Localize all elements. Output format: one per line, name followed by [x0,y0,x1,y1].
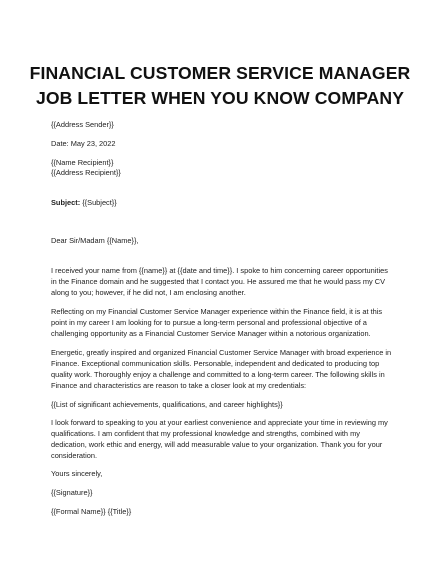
paragraph-5-line: I look forward to speaking to you at your earliest convenience and appreciate your time in reviewing my [51,418,388,427]
paragraph-1-line: I received your name from {{name}} at {{date and time}}. I spoke to him concerning career opportunities [51,266,388,275]
salutation: Dear Sir/Madam {{Name}}, [51,236,139,245]
name-recipient: {{Name Recipient}} [51,158,114,167]
signature-placeholder: {{Signature}} [51,488,93,497]
paragraph-1-line: in the Finance domain and he suggested that I contact you. He assured me that he would pass my CV [51,277,386,286]
paragraph-5-line: consideration. [51,451,98,460]
paragraph-3-line: Finance. Exceptional communication skills. Personable, independent and dedicated to producing top [51,359,380,368]
paragraph-3-line: quality work. Thoroughly enjoy a challenge and committed to a long-term career. The following skills in [51,370,385,379]
paragraph-2-line: Reflecting on my Financial Customer Service Manager experience within the Finance field, it is at this [51,307,383,316]
paragraph-5-line: qualifications. I am confident that my professional knowledge and strengths, combined with my [51,429,360,438]
subject-value: {{Subject}} [80,198,117,207]
sign-off: Yours sincerely, [51,469,103,478]
subject-label: Subject: [51,198,81,207]
paragraph-5-line: dedication, work ethic and energy, will add measurable value to your organization. Thank you for your [51,440,383,449]
paragraph-2-line: challenging opportunity as a Financial Customer Service Manager within a notorious organization. [51,329,371,338]
document-title-line-1: FINANCIAL CUSTOMER SERVICE MANAGER [29,63,411,83]
formal-name-title: {{Formal Name}} {{Title}} [51,507,132,516]
address-sender: {{Address Sender}} [51,120,114,129]
document-title-line-2: JOB LETTER WHEN YOU KNOW COMPANY [35,88,405,108]
paragraph-4-line: {{List of significant achievements, qualifications, and career highlights}} [51,400,283,409]
paragraph-1-line: along to you; however, if he did not, I am enclosing another. [51,288,246,297]
address-recipient: {{Address Recipient}} [51,168,121,177]
paragraph-3-line: Finance and characteristics are reason to take a closer look at my credentials: [51,381,307,390]
paragraph-3-line: Energetic, greatly inspired and organized Financial Customer Service Manager with broad experience in [51,348,392,357]
letter-date: Date: May 23, 2022 [51,139,116,148]
paragraph-2-line: point in my career I am looking for to pursue a long-term personal and professional objective of a [51,318,367,327]
subject-line [51,198,117,208]
